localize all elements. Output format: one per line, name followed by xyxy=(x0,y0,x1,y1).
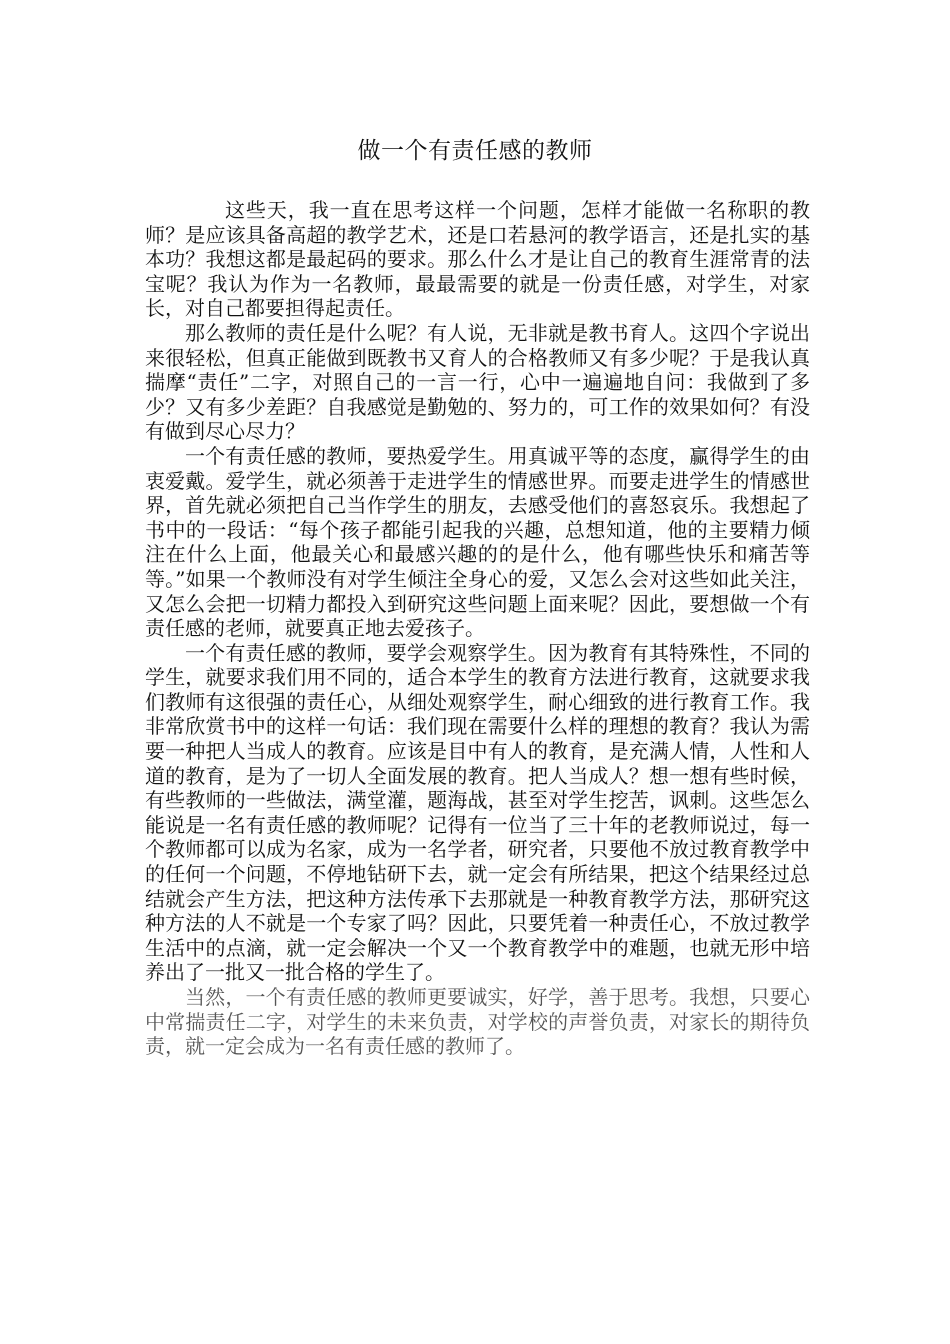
paragraph-4: 一个有责任感的教师，要学会观察学生。因为教育有其特殊性，不同的学生，就要求我们用不同的，适合本学生的教育方法进行教育，这就要求我们教师有这很强的责任心，从细处观察学生，耐心细致的进行教育工作。我非常欣赏书中的这样一句话：我们现在需要什么样的理想的教育？我认为需要一种把人当成人的教育。应该是目中有人的教育，是充满人情，人性和人道的教育，是为了一切人全面发展的教育。把人当成人？想一想有些时候，有些教师的一些做法，满堂灌，题海战，甚至对学生挖苦，讽刺。这些怎么能说是一名有责任感的教师呢？记得有一位当了三十年的老教师说过，每一个教师都可以成为名家，成为一名学者，研究者，只要他不放过教育教学中的任何一个问题，不停地钻研下去，就一定会有所结果，把这个结果经过总结就会产生方法，把这种方法传承下去那就是一种教育教学方法，那研究这种方法的人不就是一个专家了吗？因此，只要凭着一种责任心，不放过教学生活中的点滴，就一定会解决一个又一个教育教学中的难题，也就无形中培养出了一批又一批合格的学生了。 xyxy=(145,640,810,985)
paragraph-2: 那么教师的责任是什么呢？有人说，无非就是教书育人。这四个字说出来很轻松，但真正能做到既教书又育人的合格教师又有多少呢？于是我认真揣摩“责任”二字，对照自己的一言一行，心中一遍遍地自问：我做到了多少？又有多少差距？自我感觉是勤勉的、努力的，可工作的效果如何？有没有做到尽心尽力？ xyxy=(145,320,810,444)
paragraph-1: 这些天，我一直在思考这样一个问题，怎样才能做一名称职的教师？是应该具备高超的教学艺术，还是口若悬河的教学语言，还是扎实的基本功？我想这都是最起码的要求。那么什么才是让自己的教育生涯常青的法宝呢？我认为作为一名教师，最最需要的就是一份责任感，对学生，对家长，对自己都要担得起责任。 xyxy=(145,198,810,321)
document-body xyxy=(145,198,810,1059)
paragraph-3: 一个有责任感的教师，要热爱学生。用真诚平等的态度，赢得学生的由衷爱戴。爱学生，就必须善于走进学生的情感世界。而要走进学生的情感世界，首先就必须把自己当作学生的朋友，去感受他们的喜怒哀乐。我想起了书中的一段话：“每个孩子都能引起我的兴趣，总想知道，他的主要精力倾注在什么上面，他最关心和最感兴趣的的是什么，他有哪些快乐和痛苦等等。”如果一个教师没有对学生倾注全身心的爱，又怎么会对这些如此关注，又怎么会把一切精力都投入到研究这些问题上面来呢？因此，要想做一个有责任感的老师，就要真正地去爱孩子。 xyxy=(145,443,810,641)
paragraph-5: 当然，一个有责任感的教师更要诚实，好学，善于思考。我想，只要心中常揣责任二字，对学生的未来负责，对学校的声誉负责，对家长的期待负责，就一定会成为一名有责任感的教师了。 xyxy=(145,985,810,1059)
document-title: 做一个有责任感的教师 xyxy=(357,138,593,164)
